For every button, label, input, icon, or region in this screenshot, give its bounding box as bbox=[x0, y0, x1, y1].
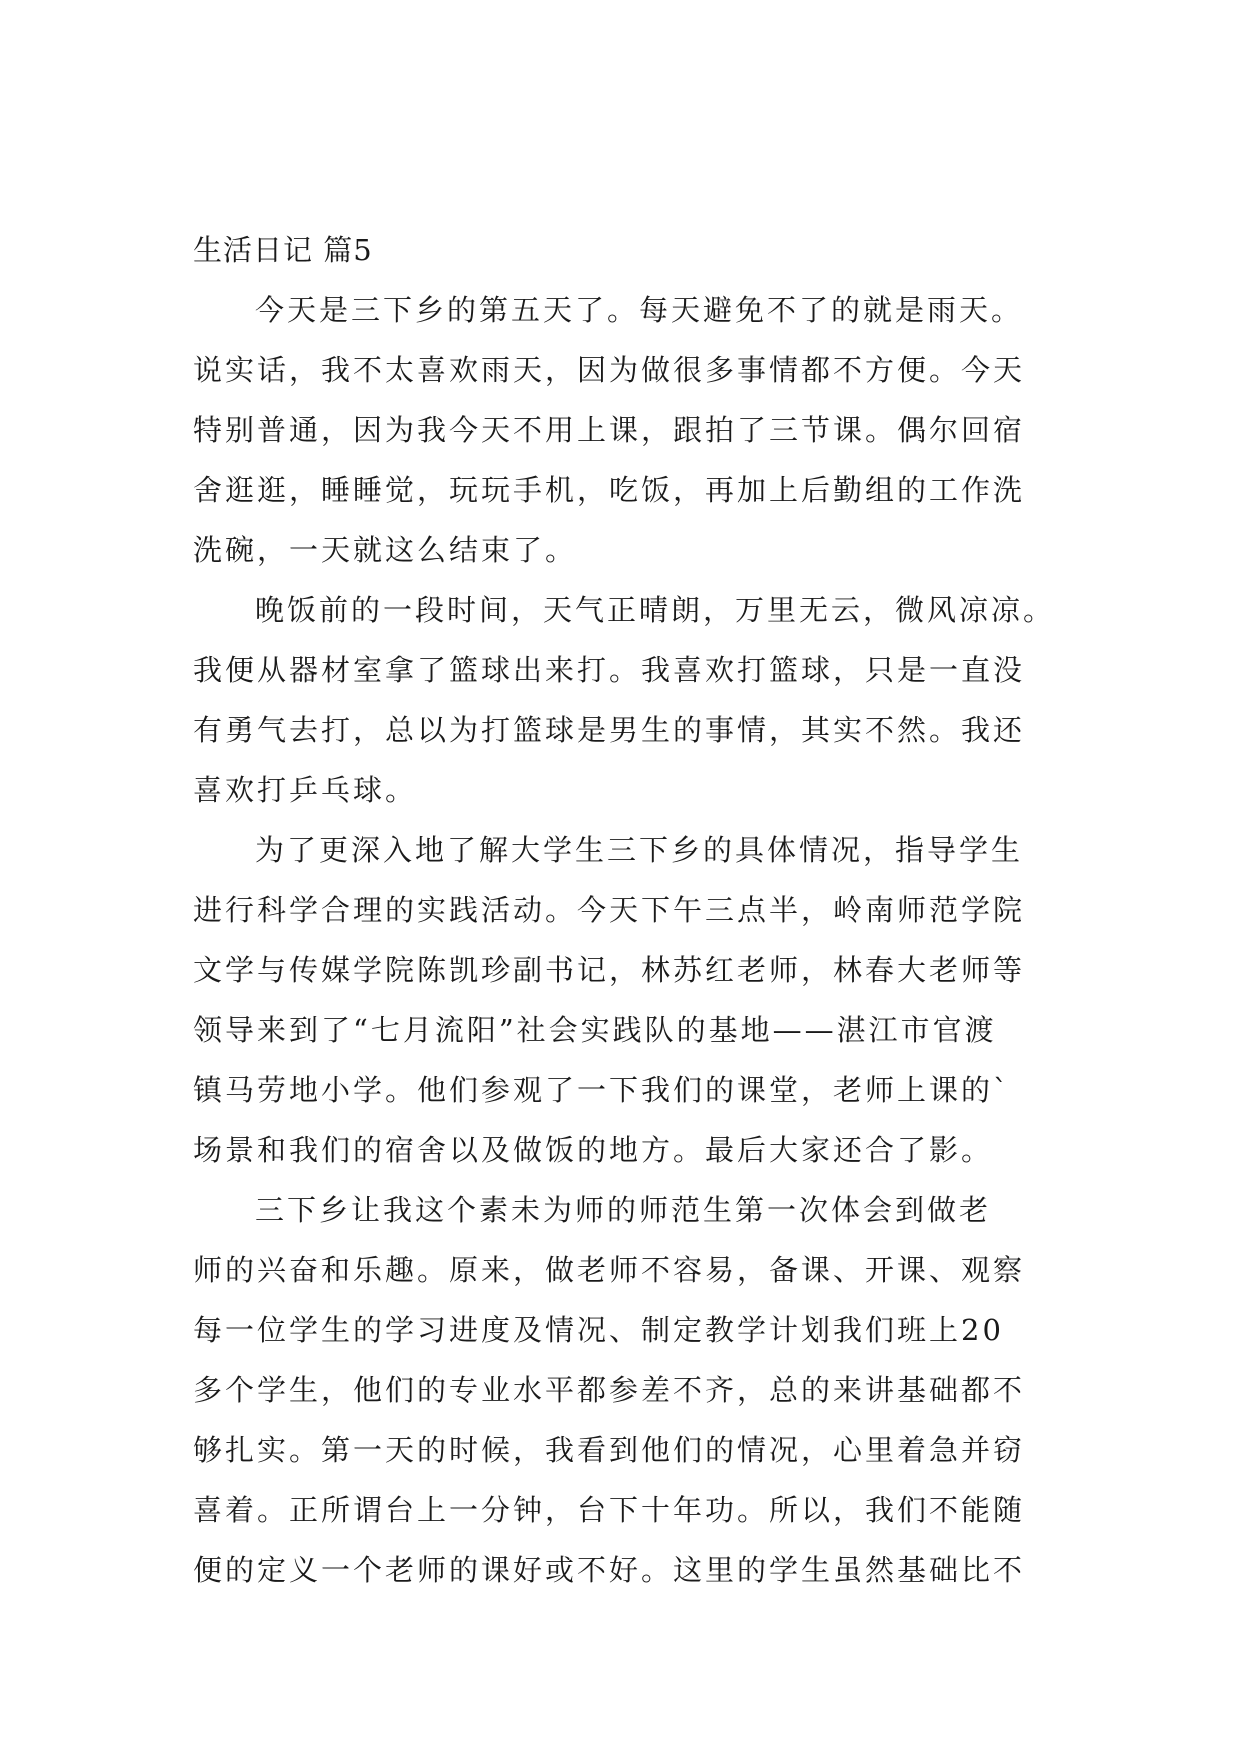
text-line: 够扎实。第一天的时候，我看到他们的情况，心里着急并窃 bbox=[193, 1433, 1026, 1467]
paragraph-2 bbox=[193, 580, 1056, 820]
text-line: 洗碗，一天就这么结束了。 bbox=[193, 533, 578, 567]
text-line: 进行科学合理的实践活动。今天下午三点半，岭南师范学院 bbox=[193, 893, 1026, 927]
text-line: 文学与传媒学院陈凯珍副书记，林苏红老师，林春大老师等 bbox=[193, 953, 1026, 987]
document-body bbox=[193, 220, 1056, 1600]
paragraph-1 bbox=[193, 280, 1053, 580]
text-line: 我便从器材室拿了篮球出来打。我喜欢打篮球，只是一直没 bbox=[193, 653, 1026, 687]
text-line: 三下乡让我这个素未为师的师范生第一次体会到做老 bbox=[255, 1193, 992, 1227]
document-title: 生活日记 篇5 bbox=[193, 233, 373, 267]
text-line: 镇马劳地小学。他们参观了一下我们的课堂，老师上课的` bbox=[193, 1073, 1011, 1107]
text-line: 特别普通，因为我今天不用上课，跟拍了三节课。偶尔回宿 bbox=[193, 413, 1026, 447]
text-line: 为了更深入地了解大学生三下乡的具体情况，指导学生 bbox=[255, 833, 1024, 867]
text-line: 每一位学生的学习进度及情况、制定教学计划我们班上20 bbox=[193, 1313, 1004, 1347]
text-line: 便的定义一个老师的课好或不好。这里的学生虽然基础比不 bbox=[193, 1553, 1026, 1587]
text-line: 舍逛逛，睡睡觉，玩玩手机，吃饭，再加上后勤组的工作洗 bbox=[193, 473, 1026, 507]
text-line: 师的兴奋和乐趣。原来，做老师不容易，备课、开课、观察 bbox=[193, 1253, 1026, 1287]
text-line: 领导来到了“七月流阳”社会实践队的基地——湛江市官渡 bbox=[193, 1013, 997, 1047]
text-line: 今天是三下乡的第五天了。每天避免不了的就是雨天。 bbox=[255, 293, 1024, 327]
text-line: 多个学生，他们的专业水平都参差不齐，总的来讲基础都不 bbox=[193, 1373, 1026, 1407]
paragraph-4 bbox=[193, 1180, 1053, 1600]
text-line: 说实话，我不太喜欢雨天，因为做很多事情都不方便。今天 bbox=[193, 353, 1026, 387]
text-line: 喜欢打乒乓球。 bbox=[193, 773, 418, 807]
paragraph-3 bbox=[193, 820, 1053, 1180]
text-line: 有勇气去打，总以为打篮球是男生的事情，其实不然。我还 bbox=[193, 713, 1026, 747]
text-line: 场景和我们的宿舍以及做饭的地方。最后大家还合了影。 bbox=[193, 1133, 994, 1167]
text-line: 晚饭前的一段时间，天气正晴朗，万里无云，微风凉凉。 bbox=[255, 593, 1056, 627]
text-line: 喜着。正所谓台上一分钟，台下十年功。所以，我们不能随 bbox=[193, 1493, 1026, 1527]
